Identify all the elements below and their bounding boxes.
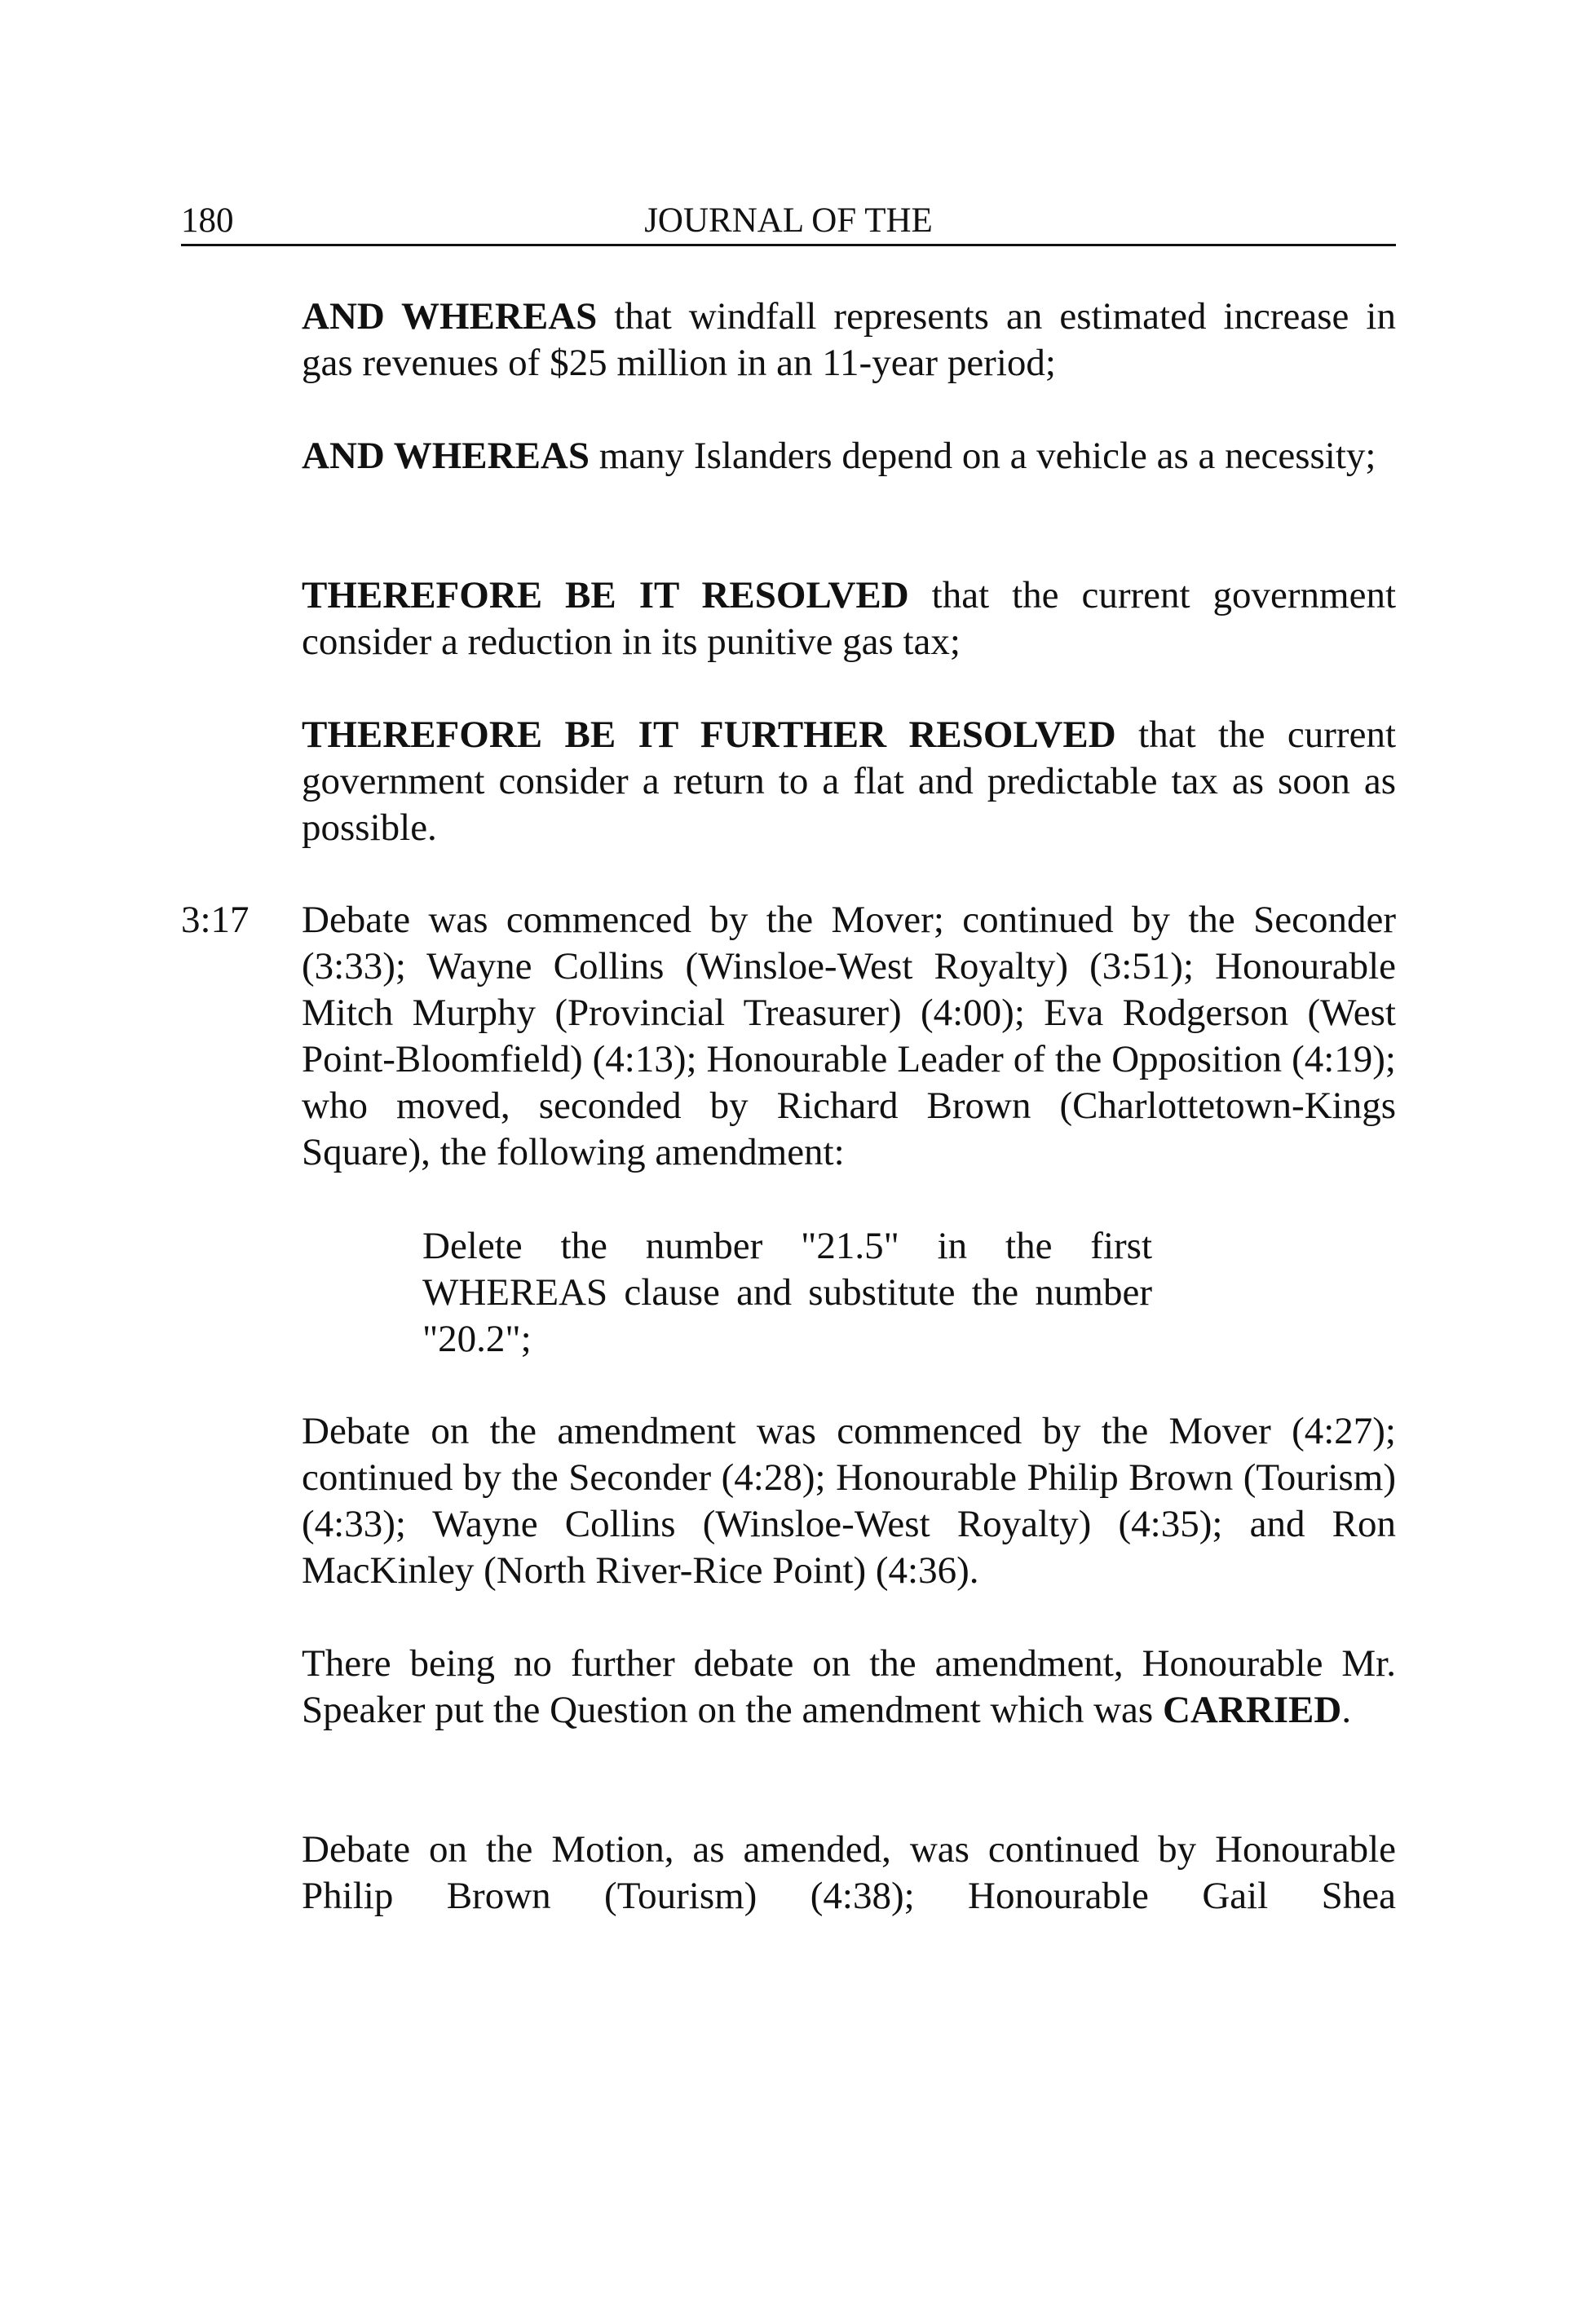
page-number: 180 bbox=[181, 201, 234, 240]
whereas-vehicle-paragraph bbox=[302, 433, 1396, 479]
question-paragraph bbox=[302, 1641, 1396, 1734]
whereas-lead: AND WHEREAS bbox=[302, 435, 590, 477]
whereas-lead: AND WHEREAS bbox=[302, 295, 598, 338]
whereas-text: many Islanders depend on a vehicle as a necessity; bbox=[590, 435, 1376, 477]
time-marker: 3:17 bbox=[181, 899, 250, 941]
question-end: . bbox=[1341, 1689, 1352, 1731]
further-resolved-paragraph bbox=[302, 712, 1396, 851]
further-resolved-text: that the current government consider a return to a flat and predictable tax as soon as possible. bbox=[302, 714, 1396, 849]
running-head: JOURNAL OF THE bbox=[644, 201, 933, 240]
amendment-debate-paragraph: Debate on the amendment was commenced by the Mover (4:27); continued by the Seconder (4:28); Honourable Philip Brown (Tourism) (4:33); Wayne Collins (Winsloe-West Royalty) (4:35); and Ron MacKinley (North River-Rice Point) (4:36). bbox=[302, 1410, 1396, 1592]
amendment-quote: Delete the number "21.5" in the first WHEREAS clause and substitute the number "20.2"; bbox=[422, 1225, 1152, 1360]
whereas-text: that windfall represents an estimated increase in gas revenues of $25 million in an 11-year period; bbox=[302, 295, 1396, 384]
question-result: CARRIED bbox=[1162, 1689, 1342, 1731]
motion-debate-paragraph: Debate on the Motion, as amended, was continued by Honourable Philip Brown (Tourism) (4:38); Honourable Gail Shea bbox=[302, 1828, 1396, 1917]
resolved-lead: THEREFORE BE IT RESOLVED bbox=[302, 574, 909, 616]
resolved-text: that the current government consider a reduction in its punitive gas tax; bbox=[302, 574, 1396, 663]
resolved-paragraph bbox=[302, 572, 1396, 665]
further-resolved-lead: THEREFORE BE IT FURTHER RESOLVED bbox=[302, 714, 1116, 756]
debate-paragraph: Debate was commenced by the Mover; continued by the Seconder (3:33); Wayne Collins (Winsloe-West Royalty) (3:51); Honourable Mitch Murphy (Provincial Treasurer) (4:00); Eva Rodgerson (West Point-Bloomfield) (4:13); Honourable Leader of the Opposition (4:19); who moved, seconded by Richard Brown (Charlottetown-Kings Square), the following amendment: bbox=[302, 899, 1396, 1173]
whereas-windfall-paragraph bbox=[302, 294, 1396, 387]
page-header bbox=[181, 198, 1396, 246]
question-text: There being no further debate on the amendment, Honourable Mr. Speaker put the Question on the amendment which was bbox=[302, 1642, 1396, 1731]
